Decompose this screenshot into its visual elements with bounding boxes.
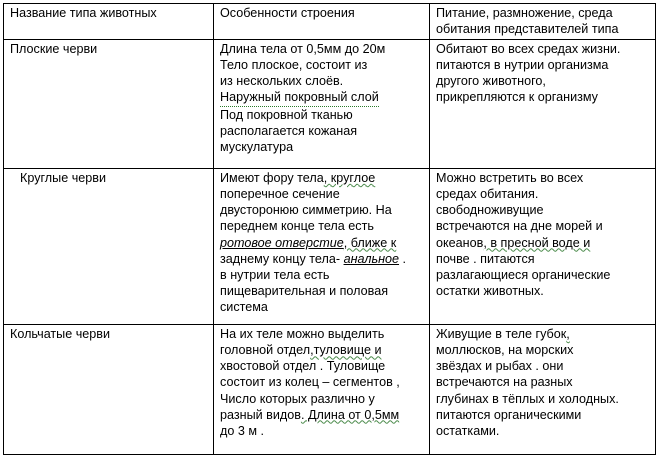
structure-line bbox=[220, 235, 424, 251]
header-habitat-label-line1: Питание, размножение, среда bbox=[436, 6, 613, 20]
header-structure-label: Особенности строения bbox=[220, 6, 355, 20]
habitat-line: свободноживущие bbox=[436, 203, 544, 218]
habitat-line bbox=[436, 326, 650, 342]
habitat-line: разлагающиеся органические bbox=[436, 267, 611, 282]
structure-line: На их теле можно выделить bbox=[220, 327, 385, 342]
header-cell-structure bbox=[214, 4, 430, 40]
habitat-line: прикрепляются к организму bbox=[436, 90, 598, 105]
structure-line: Тело плоское, состоит из bbox=[220, 58, 368, 73]
structure-line: в нутрии тела есть bbox=[220, 267, 330, 282]
habitat-line: моллюсков, на морских bbox=[436, 343, 574, 358]
structure-cell bbox=[214, 40, 430, 169]
underlined-term: ротовое отверстие bbox=[220, 235, 344, 250]
habitat-line: почве . питаются bbox=[436, 251, 535, 266]
type-name: Круглые черви bbox=[20, 171, 107, 186]
structure-line: Длина тела от 0,5мм до 20м bbox=[220, 42, 386, 57]
table-row bbox=[4, 325, 656, 455]
habitat-line: Обитают во всех средах жизни. bbox=[436, 42, 621, 57]
header-cell-type bbox=[4, 4, 214, 40]
structure-line: хвостовой отдел . Туловище bbox=[220, 359, 386, 374]
type-name: Кольчатые черви bbox=[10, 327, 111, 342]
header-habitat-label-line2: обитания представителей типа bbox=[436, 22, 619, 37]
type-name-cell bbox=[4, 325, 214, 455]
habitat-line: питаются в нутрии организма bbox=[436, 58, 609, 73]
text-fragment: . bbox=[399, 251, 407, 266]
animal-types-table bbox=[3, 3, 656, 455]
structure-line: состоит из колец – сегментов , bbox=[220, 375, 400, 390]
table-row bbox=[4, 169, 656, 325]
structure-line: переднем конце тела есть bbox=[220, 219, 374, 234]
structure-line bbox=[220, 407, 424, 423]
habitat-line: остатками. bbox=[436, 423, 500, 438]
header-row bbox=[4, 4, 656, 40]
text-fragment: , круглое bbox=[323, 171, 376, 186]
habitat-line bbox=[436, 235, 650, 251]
habitat-cell bbox=[430, 40, 656, 169]
header-type-label: Название типа животных bbox=[10, 6, 157, 20]
table-row bbox=[4, 40, 656, 169]
structure-line: Число которых различно у bbox=[220, 391, 375, 406]
structure-line: двусторонюю симметрию. На bbox=[220, 203, 392, 218]
habitat-cell bbox=[430, 169, 656, 325]
text-fragment: Имеют фору тела bbox=[220, 171, 324, 186]
habitat-line: глубинах в тёплых и холодных. bbox=[436, 391, 619, 406]
structure-line: Под покровной тканью bbox=[220, 107, 353, 122]
habitat-line: средах обитания. bbox=[436, 187, 539, 202]
habitat-line: остатки животных. bbox=[436, 283, 544, 298]
structure-line: из нескольких слоёв. bbox=[220, 74, 344, 89]
type-name: Плоские черви bbox=[10, 42, 98, 57]
structure-cell bbox=[214, 169, 430, 325]
habitat-line: звёздах и рыбах . они bbox=[436, 359, 564, 374]
text-fragment: разный видов bbox=[220, 407, 301, 422]
structure-line: поперечное сечение bbox=[220, 187, 340, 202]
text-fragment: головной отдел bbox=[220, 343, 311, 358]
habitat-line: встречаются на разных bbox=[436, 375, 573, 390]
habitat-line: питаются органическими bbox=[436, 407, 582, 422]
type-name-cell bbox=[4, 169, 214, 325]
habitat-line: встречаются на дне морей и bbox=[436, 219, 603, 234]
text-fragment: Живущие в теле губок bbox=[436, 327, 567, 342]
text-fragment: заднему концу тела- bbox=[220, 251, 344, 266]
structure-line: мускулатура bbox=[220, 139, 294, 154]
text-fragment: . Длина от 0,5мм bbox=[300, 407, 400, 422]
habitat-line: Можно встретить во всех bbox=[436, 171, 584, 186]
structure-line bbox=[220, 342, 424, 358]
header-cell-habitat bbox=[430, 4, 656, 40]
structure-line: до 3 м . bbox=[220, 423, 265, 438]
structure-line bbox=[220, 251, 424, 267]
structure-line: пищеварительная и половая bbox=[220, 283, 389, 298]
text-fragment: , ближе к bbox=[343, 235, 397, 250]
structure-cell bbox=[214, 325, 430, 455]
structure-line: Наружный покровный слой bbox=[220, 89, 379, 106]
underlined-term: анальное bbox=[343, 251, 400, 266]
structure-line: располагается кожаная bbox=[220, 123, 358, 138]
structure-line bbox=[220, 170, 424, 186]
type-name-cell bbox=[4, 40, 214, 169]
structure-line: система bbox=[220, 299, 268, 314]
habitat-cell bbox=[430, 325, 656, 455]
text-fragment: , bbox=[566, 327, 570, 342]
text-fragment: , в пресной воде и bbox=[483, 235, 591, 250]
text-fragment: ,туловище и bbox=[310, 343, 382, 358]
text-fragment: океанов bbox=[436, 235, 484, 250]
habitat-line: другого животного, bbox=[436, 74, 546, 89]
